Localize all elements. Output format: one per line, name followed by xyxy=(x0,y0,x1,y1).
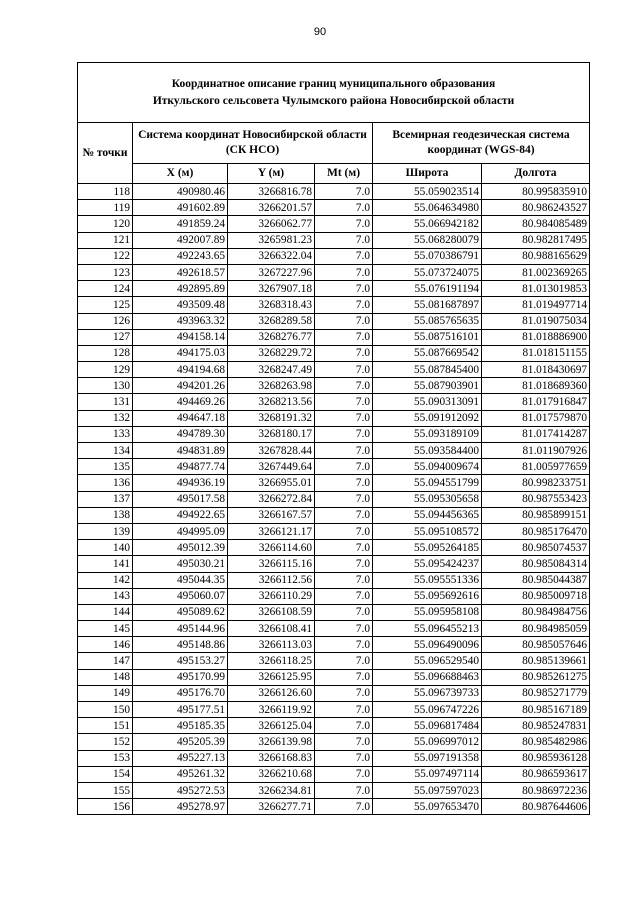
cell-y: 3267449.64 xyxy=(228,459,315,475)
cell-y: 3268276.77 xyxy=(228,329,315,345)
cell-x: 495044.35 xyxy=(133,572,228,588)
cell-x: 493509.48 xyxy=(133,297,228,313)
table-row xyxy=(78,475,590,491)
cell-point-number: 131 xyxy=(78,394,133,410)
cell-mt: 7.0 xyxy=(315,588,373,604)
cell-longitude: 80.987644606 xyxy=(482,799,590,815)
cell-longitude: 80.998233751 xyxy=(482,475,590,491)
cell-latitude: 55.068280079 xyxy=(373,232,482,248)
cell-longitude: 81.017579870 xyxy=(482,410,590,426)
cell-mt: 7.0 xyxy=(315,248,373,264)
cell-point-number: 123 xyxy=(78,264,133,280)
cell-longitude: 81.002369265 xyxy=(482,264,590,280)
cell-mt: 7.0 xyxy=(315,475,373,491)
cell-longitude: 80.985009718 xyxy=(482,588,590,604)
cell-point-number: 119 xyxy=(78,200,133,216)
cell-latitude: 55.094456365 xyxy=(373,507,482,523)
cell-mt: 7.0 xyxy=(315,443,373,459)
table-row xyxy=(78,556,590,572)
cell-y: 3266113.03 xyxy=(228,637,315,653)
cell-longitude: 80.984985059 xyxy=(482,621,590,637)
cell-y: 3266115.16 xyxy=(228,556,315,572)
cell-latitude: 55.073724075 xyxy=(373,264,482,280)
cell-point-number: 126 xyxy=(78,313,133,329)
cell-longitude: 81.019497714 xyxy=(482,297,590,313)
cell-point-number: 135 xyxy=(78,459,133,475)
table-title xyxy=(78,63,590,123)
table-row xyxy=(78,685,590,701)
cell-mt: 7.0 xyxy=(315,491,373,507)
table-row xyxy=(78,281,590,297)
title-line-1: Координатное описание границ муниципального образования xyxy=(171,77,496,90)
cell-longitude: 80.995835910 xyxy=(482,184,590,200)
cell-latitude: 55.095551336 xyxy=(373,572,482,588)
cell-y: 3266118.25 xyxy=(228,653,315,669)
cell-x: 495185.35 xyxy=(133,718,228,734)
cell-x: 494201.26 xyxy=(133,378,228,394)
header-mt: Mt (м) xyxy=(315,164,373,184)
cell-longitude: 80.986243527 xyxy=(482,200,590,216)
cell-y: 3266119.92 xyxy=(228,702,315,718)
cell-y: 3266121.17 xyxy=(228,523,315,539)
cell-point-number: 142 xyxy=(78,572,133,588)
cell-latitude: 55.095692616 xyxy=(373,588,482,604)
cell-x: 495170.99 xyxy=(133,669,228,685)
table-row xyxy=(78,604,590,620)
cell-longitude: 80.985176470 xyxy=(482,523,590,539)
cell-point-number: 141 xyxy=(78,556,133,572)
cell-x: 491859.24 xyxy=(133,216,228,232)
cell-latitude: 55.091912092 xyxy=(373,410,482,426)
cell-latitude: 55.059023514 xyxy=(373,184,482,200)
cell-mt: 7.0 xyxy=(315,523,373,539)
cell-y: 3266955.01 xyxy=(228,475,315,491)
cell-mt: 7.0 xyxy=(315,604,373,620)
cell-point-number: 137 xyxy=(78,491,133,507)
cell-mt: 7.0 xyxy=(315,329,373,345)
cell-x: 492007.89 xyxy=(133,232,228,248)
cell-y: 3268263.98 xyxy=(228,378,315,394)
table-row xyxy=(78,540,590,556)
cell-y: 3266126.60 xyxy=(228,685,315,701)
cell-latitude: 55.096490096 xyxy=(373,637,482,653)
cell-latitude: 55.095958108 xyxy=(373,604,482,620)
table-row xyxy=(78,523,590,539)
cell-mt: 7.0 xyxy=(315,281,373,297)
cell-point-number: 132 xyxy=(78,410,133,426)
table-row xyxy=(78,459,590,475)
cell-y: 3268180.17 xyxy=(228,426,315,442)
table-row xyxy=(78,410,590,426)
cell-mt: 7.0 xyxy=(315,556,373,572)
table-row xyxy=(78,345,590,361)
cell-mt: 7.0 xyxy=(315,216,373,232)
cell-longitude: 80.985271779 xyxy=(482,685,590,701)
cell-longitude: 80.985057646 xyxy=(482,637,590,653)
cell-latitude: 55.095424237 xyxy=(373,556,482,572)
table-row xyxy=(78,491,590,507)
cell-longitude: 81.013019853 xyxy=(482,281,590,297)
cell-longitude: 81.018430697 xyxy=(482,362,590,378)
cell-x: 495176.70 xyxy=(133,685,228,701)
cell-point-number: 153 xyxy=(78,750,133,766)
cell-x: 495261.32 xyxy=(133,766,228,782)
cell-latitude: 55.087516101 xyxy=(373,329,482,345)
cell-x: 495205.39 xyxy=(133,734,228,750)
cell-point-number: 128 xyxy=(78,345,133,361)
cell-mt: 7.0 xyxy=(315,653,373,669)
cell-y: 3266125.04 xyxy=(228,718,315,734)
cell-mt: 7.0 xyxy=(315,507,373,523)
cell-latitude: 55.085765635 xyxy=(373,313,482,329)
cell-point-number: 150 xyxy=(78,702,133,718)
cell-mt: 7.0 xyxy=(315,572,373,588)
cell-mt: 7.0 xyxy=(315,297,373,313)
cell-mt: 7.0 xyxy=(315,750,373,766)
table-row xyxy=(78,378,590,394)
cell-point-number: 152 xyxy=(78,734,133,750)
cell-x: 494647.18 xyxy=(133,410,228,426)
cell-mt: 7.0 xyxy=(315,345,373,361)
cell-longitude: 81.018886900 xyxy=(482,329,590,345)
cell-y: 3266125.95 xyxy=(228,669,315,685)
header-y: Y (м) xyxy=(228,164,315,184)
table-row xyxy=(78,184,590,200)
cell-x: 494789.30 xyxy=(133,426,228,442)
cell-point-number: 125 xyxy=(78,297,133,313)
cell-point-number: 147 xyxy=(78,653,133,669)
cell-point-number: 127 xyxy=(78,329,133,345)
cell-y: 3266210.68 xyxy=(228,766,315,782)
cell-y: 3267828.44 xyxy=(228,443,315,459)
cell-point-number: 130 xyxy=(78,378,133,394)
cell-x: 492895.89 xyxy=(133,281,228,297)
cell-latitude: 55.096747226 xyxy=(373,702,482,718)
cell-point-number: 156 xyxy=(78,799,133,815)
cell-latitude: 55.066942182 xyxy=(373,216,482,232)
cell-mt: 7.0 xyxy=(315,362,373,378)
cell-mt: 7.0 xyxy=(315,669,373,685)
cell-latitude: 55.096817484 xyxy=(373,718,482,734)
cell-mt: 7.0 xyxy=(315,313,373,329)
cell-latitude: 55.095264185 xyxy=(373,540,482,556)
cell-y: 3268247.49 xyxy=(228,362,315,378)
cell-point-number: 143 xyxy=(78,588,133,604)
cell-mt: 7.0 xyxy=(315,232,373,248)
cell-x: 494469.26 xyxy=(133,394,228,410)
table-row xyxy=(78,621,590,637)
cell-latitude: 55.095108572 xyxy=(373,523,482,539)
cell-x: 494936.19 xyxy=(133,475,228,491)
cell-point-number: 129 xyxy=(78,362,133,378)
cell-point-number: 122 xyxy=(78,248,133,264)
cell-mt: 7.0 xyxy=(315,378,373,394)
cell-latitude: 55.076191194 xyxy=(373,281,482,297)
table-row xyxy=(78,329,590,345)
cell-x: 492243.65 xyxy=(133,248,228,264)
table-row xyxy=(78,702,590,718)
cell-longitude: 80.985899151 xyxy=(482,507,590,523)
cell-point-number: 121 xyxy=(78,232,133,248)
table-row xyxy=(78,443,590,459)
cell-y: 3266167.57 xyxy=(228,507,315,523)
cell-latitude: 55.097653470 xyxy=(373,799,482,815)
coordinates-sheet xyxy=(77,62,589,815)
header-longitude: Долгота xyxy=(482,164,590,184)
cell-x: 494194.68 xyxy=(133,362,228,378)
table-row xyxy=(78,572,590,588)
cell-mt: 7.0 xyxy=(315,426,373,442)
table-row xyxy=(78,766,590,782)
cell-x: 494175.03 xyxy=(133,345,228,361)
cell-mt: 7.0 xyxy=(315,410,373,426)
cell-x: 495177.51 xyxy=(133,702,228,718)
table-row xyxy=(78,426,590,442)
cell-point-number: 118 xyxy=(78,184,133,200)
header-latitude: Широта xyxy=(373,164,482,184)
cell-point-number: 145 xyxy=(78,621,133,637)
cell-latitude: 55.096739733 xyxy=(373,685,482,701)
cell-mt: 7.0 xyxy=(315,394,373,410)
table-row xyxy=(78,313,590,329)
table-row xyxy=(78,200,590,216)
cell-longitude: 81.017414287 xyxy=(482,426,590,442)
cell-mt: 7.0 xyxy=(315,637,373,653)
cell-mt: 7.0 xyxy=(315,734,373,750)
table-row xyxy=(78,362,590,378)
cell-x: 495278.97 xyxy=(133,799,228,815)
cell-y: 3268289.58 xyxy=(228,313,315,329)
cell-point-number: 144 xyxy=(78,604,133,620)
cell-longitude: 80.986593617 xyxy=(482,766,590,782)
cell-y: 3266108.59 xyxy=(228,604,315,620)
cell-x: 495153.27 xyxy=(133,653,228,669)
cell-longitude: 80.984085489 xyxy=(482,216,590,232)
table-row xyxy=(78,507,590,523)
cell-longitude: 80.985167189 xyxy=(482,702,590,718)
cell-point-number: 149 xyxy=(78,685,133,701)
cell-x: 493963.32 xyxy=(133,313,228,329)
cell-latitude: 55.096455213 xyxy=(373,621,482,637)
cell-point-number: 155 xyxy=(78,782,133,798)
cell-latitude: 55.097497114 xyxy=(373,766,482,782)
table-row xyxy=(78,782,590,798)
cell-longitude: 81.011907926 xyxy=(482,443,590,459)
cell-longitude: 80.985044387 xyxy=(482,572,590,588)
cell-longitude: 81.018151155 xyxy=(482,345,590,361)
cell-x: 495089.62 xyxy=(133,604,228,620)
cell-mt: 7.0 xyxy=(315,264,373,280)
cell-point-number: 133 xyxy=(78,426,133,442)
cell-x: 495030.21 xyxy=(133,556,228,572)
cell-latitude: 55.096529540 xyxy=(373,653,482,669)
table-row xyxy=(78,216,590,232)
cell-longitude: 81.005977659 xyxy=(482,459,590,475)
page-number: 90 xyxy=(313,26,327,38)
cell-point-number: 146 xyxy=(78,637,133,653)
cell-latitude: 55.064634980 xyxy=(373,200,482,216)
table-row xyxy=(78,264,590,280)
cell-longitude: 81.018689360 xyxy=(482,378,590,394)
cell-mt: 7.0 xyxy=(315,718,373,734)
cell-point-number: 136 xyxy=(78,475,133,491)
cell-mt: 7.0 xyxy=(315,621,373,637)
table-row xyxy=(78,669,590,685)
cell-mt: 7.0 xyxy=(315,685,373,701)
cell-latitude: 55.097191358 xyxy=(373,750,482,766)
header-x: X (м) xyxy=(133,164,228,184)
title-line-2: Иткульского сельсовета Чулымского района Новосибирской области xyxy=(152,94,515,107)
table-row xyxy=(78,718,590,734)
cell-longitude: 80.985139661 xyxy=(482,653,590,669)
cell-point-number: 151 xyxy=(78,718,133,734)
cell-y: 3266322.04 xyxy=(228,248,315,264)
cell-y: 3266272.84 xyxy=(228,491,315,507)
cell-latitude: 55.096997012 xyxy=(373,734,482,750)
cell-y: 3268191.32 xyxy=(228,410,315,426)
cell-x: 491602.89 xyxy=(133,200,228,216)
cell-y: 3267907.18 xyxy=(228,281,315,297)
cell-longitude: 80.985936128 xyxy=(482,750,590,766)
cell-longitude: 80.984984756 xyxy=(482,604,590,620)
cell-point-number: 139 xyxy=(78,523,133,539)
cell-latitude: 55.095305658 xyxy=(373,491,482,507)
cell-y: 3266234.81 xyxy=(228,782,315,798)
table-row xyxy=(78,653,590,669)
cell-x: 495144.96 xyxy=(133,621,228,637)
table-row xyxy=(78,394,590,410)
cell-longitude: 80.985261275 xyxy=(482,669,590,685)
table-row xyxy=(78,637,590,653)
cell-mt: 7.0 xyxy=(315,540,373,556)
cell-x: 492618.57 xyxy=(133,264,228,280)
header-local-system: Система координат Новосибирской области (СК НСО) xyxy=(133,123,373,164)
cell-mt: 7.0 xyxy=(315,184,373,200)
cell-x: 490980.46 xyxy=(133,184,228,200)
cell-latitude: 55.070386791 xyxy=(373,248,482,264)
header-wgs-system: Всемирная геодезическая система координат (WGS-84) xyxy=(373,123,590,164)
cell-y: 3268229.72 xyxy=(228,345,315,361)
cell-y: 3267227.96 xyxy=(228,264,315,280)
cell-y: 3266112.56 xyxy=(228,572,315,588)
cell-latitude: 55.094009674 xyxy=(373,459,482,475)
table-body xyxy=(78,184,590,815)
cell-mt: 7.0 xyxy=(315,459,373,475)
cell-latitude: 55.097597023 xyxy=(373,782,482,798)
cell-longitude: 80.985074537 xyxy=(482,540,590,556)
cell-point-number: 140 xyxy=(78,540,133,556)
cell-longitude: 81.017916847 xyxy=(482,394,590,410)
cell-point-number: 138 xyxy=(78,507,133,523)
cell-point-number: 148 xyxy=(78,669,133,685)
cell-y: 3268213.56 xyxy=(228,394,315,410)
cell-mt: 7.0 xyxy=(315,799,373,815)
cell-longitude: 80.985482986 xyxy=(482,734,590,750)
cell-longitude: 81.019075034 xyxy=(482,313,590,329)
table-row xyxy=(78,750,590,766)
cell-y: 3266139.98 xyxy=(228,734,315,750)
cell-y: 3265981.23 xyxy=(228,232,315,248)
cell-longitude: 80.985084314 xyxy=(482,556,590,572)
table-row xyxy=(78,297,590,313)
cell-latitude: 55.087669542 xyxy=(373,345,482,361)
cell-point-number: 134 xyxy=(78,443,133,459)
cell-y: 3266108.41 xyxy=(228,621,315,637)
cell-latitude: 55.093584400 xyxy=(373,443,482,459)
cell-point-number: 120 xyxy=(78,216,133,232)
cell-longitude: 80.988165629 xyxy=(482,248,590,264)
cell-longitude: 80.982817495 xyxy=(482,232,590,248)
cell-y: 3266114.60 xyxy=(228,540,315,556)
cell-x: 494158.14 xyxy=(133,329,228,345)
coordinates-table xyxy=(77,62,590,815)
cell-latitude: 55.090313091 xyxy=(373,394,482,410)
cell-x: 495272.53 xyxy=(133,782,228,798)
cell-latitude: 55.096688463 xyxy=(373,669,482,685)
cell-y: 3266062.77 xyxy=(228,216,315,232)
cell-y: 3266816.78 xyxy=(228,184,315,200)
cell-x: 494877.74 xyxy=(133,459,228,475)
table-row xyxy=(78,734,590,750)
cell-x: 494831.89 xyxy=(133,443,228,459)
table-row xyxy=(78,588,590,604)
cell-x: 495227.13 xyxy=(133,750,228,766)
table-row xyxy=(78,232,590,248)
cell-latitude: 55.081687897 xyxy=(373,297,482,313)
cell-mt: 7.0 xyxy=(315,782,373,798)
cell-x: 494995.09 xyxy=(133,523,228,539)
table-row xyxy=(78,799,590,815)
cell-y: 3266110.29 xyxy=(228,588,315,604)
cell-y: 3268318.43 xyxy=(228,297,315,313)
cell-x: 494922.65 xyxy=(133,507,228,523)
cell-latitude: 55.093189109 xyxy=(373,426,482,442)
cell-y: 3266168.83 xyxy=(228,750,315,766)
cell-mt: 7.0 xyxy=(315,766,373,782)
cell-longitude: 80.985247831 xyxy=(482,718,590,734)
cell-mt: 7.0 xyxy=(315,702,373,718)
cell-latitude: 55.087903901 xyxy=(373,378,482,394)
cell-latitude: 55.087845400 xyxy=(373,362,482,378)
cell-longitude: 80.987553423 xyxy=(482,491,590,507)
cell-y: 3266201.57 xyxy=(228,200,315,216)
table-row xyxy=(78,248,590,264)
cell-longitude: 80.986972236 xyxy=(482,782,590,798)
cell-point-number: 124 xyxy=(78,281,133,297)
header-point-number: № точки xyxy=(78,123,133,184)
cell-latitude: 55.094551799 xyxy=(373,475,482,491)
cell-x: 495012.39 xyxy=(133,540,228,556)
cell-y: 3266277.71 xyxy=(228,799,315,815)
cell-x: 495148.86 xyxy=(133,637,228,653)
cell-x: 495060.07 xyxy=(133,588,228,604)
cell-x: 495017.58 xyxy=(133,491,228,507)
cell-point-number: 154 xyxy=(78,766,133,782)
cell-mt: 7.0 xyxy=(315,200,373,216)
